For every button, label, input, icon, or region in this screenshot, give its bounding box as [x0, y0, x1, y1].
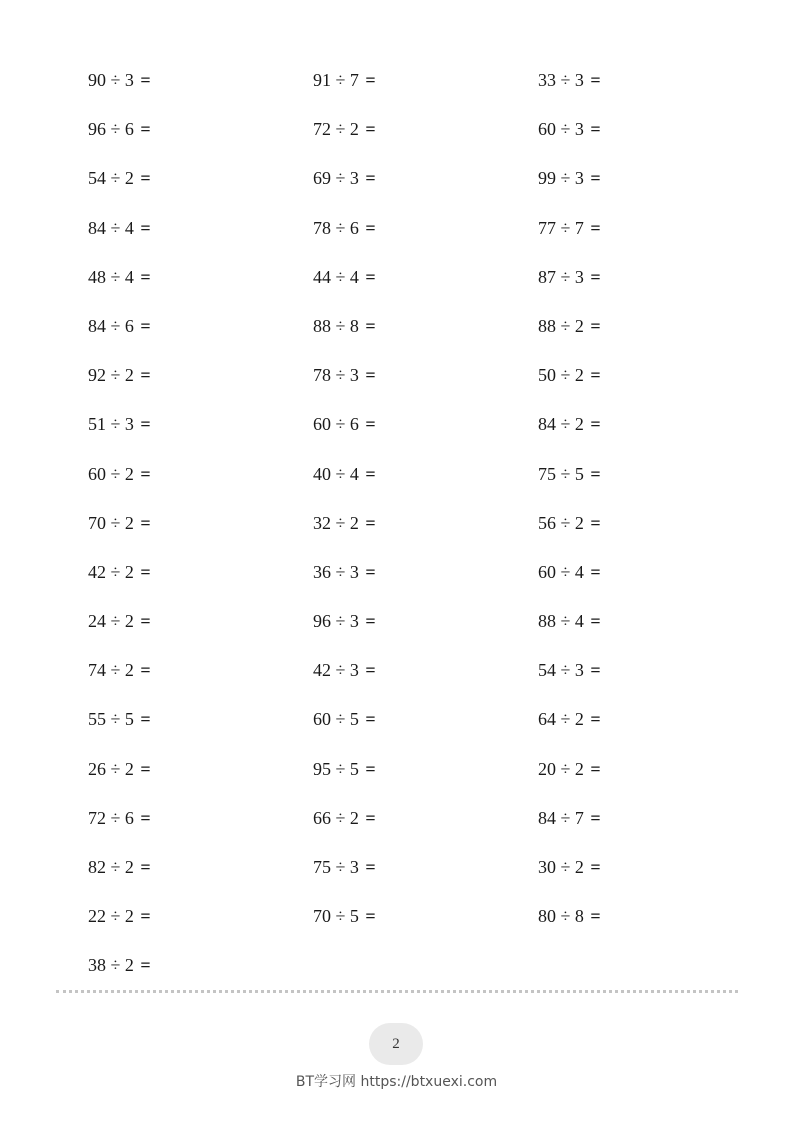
problem-expression: 60 ÷ 3: [538, 119, 584, 140]
problem-expression: 36 ÷ 3: [313, 561, 359, 582]
division-problem: [538, 707, 763, 756]
division-problem: [538, 560, 763, 609]
problem-expression: 30 ÷ 2: [538, 857, 584, 877]
division-problem: [313, 166, 538, 215]
problem-expression: 22 ÷ 2: [88, 906, 134, 927]
problem-expression: 70 ÷ 2: [88, 512, 134, 533]
division-problem: [313, 462, 538, 511]
equals-sign: =: [365, 168, 376, 189]
division-problem: [313, 511, 538, 560]
division-problem: [88, 707, 313, 756]
division-problem: [313, 68, 538, 117]
division-problem: [88, 314, 313, 363]
problem-expression: 56 ÷ 2: [538, 512, 584, 533]
equals-sign: =: [140, 955, 151, 976]
problem-expression: 60 ÷ 4: [538, 561, 584, 582]
division-problem: [88, 412, 313, 461]
problem-expression: 95 ÷ 5: [313, 758, 359, 779]
problem-expression: 78 ÷ 6: [313, 217, 359, 238]
problem-expression: 69 ÷ 3: [313, 168, 359, 189]
problem-expression: 42 ÷ 2: [88, 561, 134, 582]
division-problem: [313, 363, 538, 412]
division-problem: [313, 560, 538, 609]
problem-expression: 92 ÷ 2: [88, 365, 134, 386]
problem-expression: 50 ÷ 2: [538, 365, 584, 386]
division-problem: [538, 166, 763, 215]
footer-site-link: BT学习网 https://btxuexi.com: [295, 1074, 498, 1090]
problem-expression: 72 ÷ 6: [88, 807, 134, 828]
equals-sign: =: [590, 611, 601, 632]
division-problem: [88, 806, 313, 855]
equals-sign: =: [365, 414, 376, 435]
division-problem: [88, 117, 313, 166]
equals-sign: =: [590, 857, 601, 877]
division-problem: [88, 363, 313, 412]
problem-expression: 55 ÷ 5: [88, 709, 134, 730]
division-problem: [538, 757, 763, 806]
equals-sign: =: [365, 857, 376, 877]
division-problem: [313, 658, 538, 707]
problem-expression: 72 ÷ 2: [313, 119, 359, 140]
problem-expression: 33 ÷ 3: [538, 70, 584, 90]
problem-expression: 60 ÷ 2: [88, 463, 134, 484]
equals-sign: =: [140, 315, 151, 336]
equals-sign: =: [590, 217, 601, 238]
equals-sign: =: [365, 709, 376, 730]
equals-sign: =: [140, 463, 151, 484]
division-problem: [538, 855, 763, 904]
problem-expression: 48 ÷ 4: [88, 266, 134, 287]
division-problem: [88, 166, 313, 215]
division-problem: [538, 806, 763, 855]
equals-sign: =: [590, 463, 601, 484]
division-problem: [313, 609, 538, 658]
equals-sign: =: [590, 709, 601, 730]
problem-expression: 77 ÷ 7: [538, 217, 584, 238]
division-problem: [313, 265, 538, 314]
problem-expression: 99 ÷ 3: [538, 168, 584, 189]
division-problem: [88, 757, 313, 806]
problem-expression: 75 ÷ 3: [313, 857, 359, 877]
division-problem: [88, 953, 313, 1002]
problem-expression: 42 ÷ 3: [313, 660, 359, 681]
equals-sign: =: [140, 70, 151, 90]
equals-sign: =: [140, 119, 151, 140]
equals-sign: =: [140, 709, 151, 730]
problem-expression: 38 ÷ 2: [88, 955, 134, 976]
problem-expression: 90 ÷ 3: [88, 70, 134, 90]
division-problem: [538, 216, 763, 265]
problem-expression: 84 ÷ 4: [88, 217, 134, 238]
equals-sign: =: [140, 512, 151, 533]
problem-expression: 54 ÷ 2: [88, 168, 134, 189]
problem-expression: 60 ÷ 5: [313, 709, 359, 730]
problem-expression: 70 ÷ 5: [313, 906, 359, 927]
division-problem: [88, 855, 313, 904]
problem-expression: 74 ÷ 2: [88, 660, 134, 681]
equals-sign: =: [365, 561, 376, 582]
problem-expression: 88 ÷ 8: [313, 315, 359, 336]
equals-sign: =: [140, 758, 151, 779]
equals-sign: =: [590, 807, 601, 828]
division-problem: [88, 658, 313, 707]
dotted-divider: [56, 990, 738, 993]
problem-expression: 91 ÷ 7: [313, 70, 359, 90]
division-problem: [538, 511, 763, 560]
division-problem: [313, 757, 538, 806]
problem-grid: [88, 68, 788, 1003]
division-problem: [88, 265, 313, 314]
division-problem: [88, 216, 313, 265]
division-problem: [88, 904, 313, 953]
problem-expression: 96 ÷ 6: [88, 119, 134, 140]
division-problem: [313, 855, 538, 904]
problem-expression: 87 ÷ 3: [538, 266, 584, 287]
equals-sign: =: [140, 414, 151, 435]
division-problem: [88, 609, 313, 658]
equals-sign: =: [365, 266, 376, 287]
division-problem: [538, 412, 763, 461]
division-problem: [313, 117, 538, 166]
division-problem: [313, 904, 538, 953]
equals-sign: =: [365, 365, 376, 386]
equals-sign: =: [140, 168, 151, 189]
equals-sign: =: [365, 512, 376, 533]
problem-expression: 32 ÷ 2: [313, 512, 359, 533]
equals-sign: =: [590, 906, 601, 927]
problem-expression: 40 ÷ 4: [313, 463, 359, 484]
equals-sign: =: [590, 266, 601, 287]
equals-sign: =: [590, 561, 601, 582]
problem-expression: 26 ÷ 2: [88, 758, 134, 779]
equals-sign: =: [590, 70, 601, 90]
equals-sign: =: [140, 561, 151, 582]
division-problem: [538, 68, 763, 117]
division-problem: [538, 265, 763, 314]
problem-expression: 64 ÷ 2: [538, 709, 584, 730]
problem-expression: 54 ÷ 3: [538, 660, 584, 681]
equals-sign: =: [590, 414, 601, 435]
equals-sign: =: [365, 463, 376, 484]
division-problem: [538, 117, 763, 166]
equals-sign: =: [365, 807, 376, 828]
problem-expression: 84 ÷ 2: [538, 414, 584, 435]
division-problem: [538, 314, 763, 363]
division-problem: [313, 806, 538, 855]
equals-sign: =: [140, 906, 151, 927]
problem-expression: 24 ÷ 2: [88, 611, 134, 632]
division-problem: [313, 314, 538, 363]
division-problem: [88, 68, 313, 117]
page-number-badge: [369, 1023, 423, 1065]
equals-sign: =: [365, 906, 376, 927]
page-number: 2: [392, 1035, 400, 1052]
equals-sign: =: [365, 70, 376, 90]
equals-sign: =: [590, 365, 601, 386]
problem-expression: 88 ÷ 4: [538, 611, 584, 632]
equals-sign: =: [140, 217, 151, 238]
problem-expression: 88 ÷ 2: [538, 315, 584, 336]
problem-expression: 82 ÷ 2: [88, 857, 134, 877]
division-problem: [88, 462, 313, 511]
problem-expression: 20 ÷ 2: [538, 758, 584, 779]
problem-expression: 66 ÷ 2: [313, 807, 359, 828]
problem-expression: 84 ÷ 6: [88, 315, 134, 336]
division-problem: [313, 216, 538, 265]
equals-sign: =: [365, 611, 376, 632]
division-problem: [538, 363, 763, 412]
division-problem: [538, 462, 763, 511]
equals-sign: =: [590, 758, 601, 779]
problem-expression: 80 ÷ 8: [538, 906, 584, 927]
equals-sign: =: [140, 365, 151, 386]
equals-sign: =: [590, 660, 601, 681]
equals-sign: =: [140, 611, 151, 632]
division-problem: [313, 412, 538, 461]
equals-sign: =: [590, 512, 601, 533]
equals-sign: =: [590, 168, 601, 189]
division-problem: [313, 707, 538, 756]
division-problem: [538, 609, 763, 658]
division-problem: [88, 560, 313, 609]
equals-sign: =: [140, 660, 151, 681]
equals-sign: =: [140, 857, 151, 877]
division-problem: [88, 511, 313, 560]
problem-expression: 96 ÷ 3: [313, 611, 359, 632]
problem-expression: 75 ÷ 5: [538, 463, 584, 484]
problem-expression: 84 ÷ 7: [538, 807, 584, 828]
problem-expression: 60 ÷ 6: [313, 414, 359, 435]
problem-expression: 51 ÷ 3: [88, 414, 134, 435]
equals-sign: =: [590, 119, 601, 140]
problem-expression: 78 ÷ 3: [313, 365, 359, 386]
division-problem: [538, 658, 763, 707]
equals-sign: =: [365, 758, 376, 779]
equals-sign: =: [365, 217, 376, 238]
equals-sign: =: [365, 315, 376, 336]
equals-sign: =: [140, 266, 151, 287]
equals-sign: =: [365, 660, 376, 681]
division-problem: [538, 904, 763, 953]
equals-sign: =: [365, 119, 376, 140]
problem-expression: 44 ÷ 4: [313, 266, 359, 287]
equals-sign: =: [590, 315, 601, 336]
equals-sign: =: [140, 807, 151, 828]
